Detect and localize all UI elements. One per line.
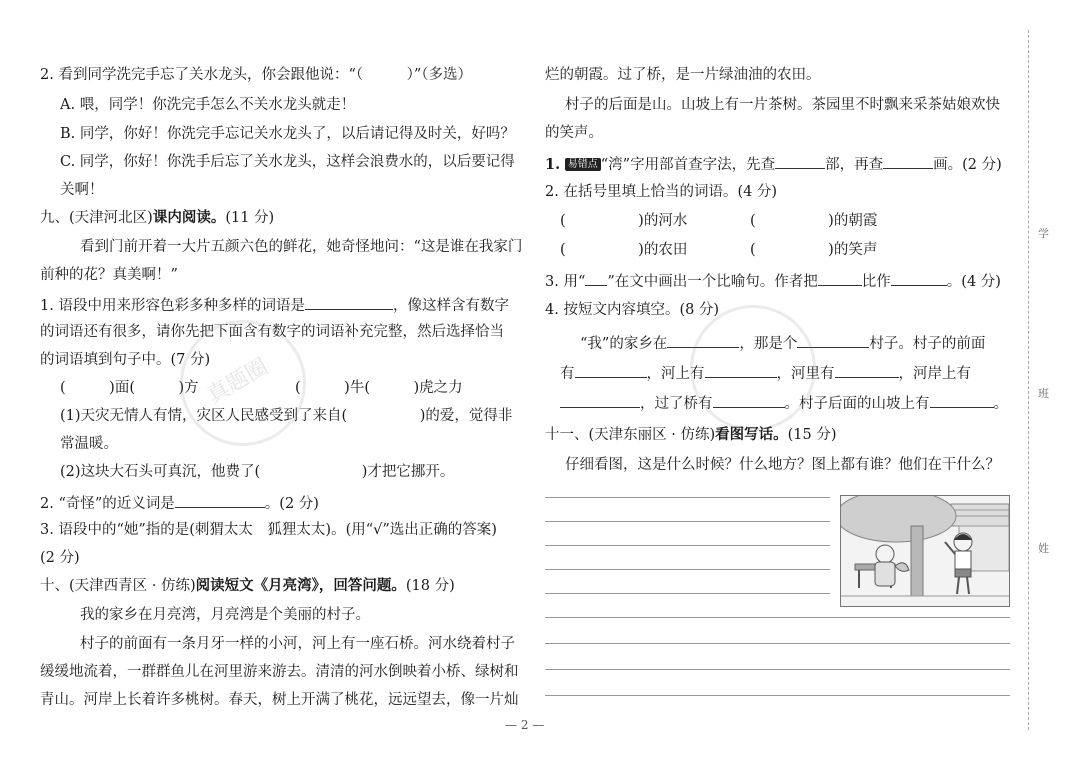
writing-line[interactable] <box>545 593 830 594</box>
idiom-1: ( )面( )方 <box>60 380 199 396</box>
writing-line[interactable] <box>545 643 1010 644</box>
answer-blank[interactable] <box>560 392 640 408</box>
s9-question-1-line2: 的词语还有很多，请你先把下面含有数字的词语补充完整，然后选择恰当 <box>40 324 504 340</box>
idiom-2: ( )牛( )虎之力 <box>295 380 463 396</box>
answer-blank[interactable] <box>585 270 607 286</box>
passage-9-line2: 前种的花？真美啊！” <box>40 267 178 283</box>
writing-line[interactable] <box>545 669 1010 670</box>
margin-label-school: 学 <box>1038 227 1049 240</box>
passage-10-p1: 我的家乡在月亮湾，月亮湾是个美丽的村子。 <box>80 607 370 623</box>
s9-question-3-line2: (2 分) <box>40 550 80 566</box>
passage-10-p3-line1: 村子的后面是山。山坡上有一片茶树。茶园里不时飘来采茶姑娘欢快 <box>565 97 1000 113</box>
s9-question-1-line3: 的词语填到句子中。(7 分) <box>40 352 211 368</box>
q3-text-c: 比作 <box>861 274 891 290</box>
q3-text-d: 。(4 分) <box>946 274 1001 290</box>
q4-text: 有 <box>560 366 575 382</box>
passage-10-p2-line3: 青山。河岸上长着许多桃树。春天，树上开满了桃花，远远望去，像一片灿 <box>40 692 519 708</box>
margin-label-name: 姓 <box>1038 542 1049 555</box>
illustration-boys-under-tree <box>840 495 1010 607</box>
section-11-title <box>545 425 837 445</box>
option-c-line2: 关啊！ <box>60 182 104 198</box>
section-9-score: (11 分) <box>225 210 275 226</box>
passage-10-continued: 烂的朝霞。过了桥，是一片绿油油的农田。 <box>545 67 821 83</box>
section-9-title <box>40 208 274 228</box>
section-9-heading: 课内阅读。 <box>152 209 226 226</box>
passage-10-p2-line1: 村子的前面有一条月牙一样的小河，河上有一座石桥。河水绕着村子 <box>80 636 515 652</box>
answer-blank[interactable] <box>818 270 862 286</box>
writing-line[interactable] <box>545 497 830 498</box>
sentence-1-line2: 常温暖。 <box>60 436 118 452</box>
q4-text: 。 <box>993 396 1008 412</box>
q4-text: ，河岸上有 <box>898 366 971 382</box>
margin-label-class: 班 <box>1038 387 1049 400</box>
section-11-heading: 看图写话。 <box>715 426 788 443</box>
question-2: 2. 看到同学洗完手忘了关水龙头，你会跟他说：“（ ）”（多选） <box>40 67 473 83</box>
section-10-score: (18 分) <box>405 578 455 594</box>
q4-text: ，河里有 <box>776 366 835 382</box>
writing-line[interactable] <box>545 545 830 546</box>
s9-q2-text: 2. “奇怪”的近义词是 <box>40 496 175 512</box>
answer-blank[interactable] <box>305 294 393 310</box>
section-11-source: 十一、(天津东丽区 · 仿练) <box>545 427 716 443</box>
page-number: — 2 — <box>505 718 545 732</box>
watermark-stamp <box>690 305 816 431</box>
q1-text-b: 部，再查 <box>825 157 884 173</box>
option-c-line1: C. 同学，你好！你洗手后忘了关水龙头，这样会浪费水的，以后要记得 <box>60 154 515 170</box>
answer-blank[interactable] <box>575 362 647 378</box>
answer-blank[interactable] <box>775 153 825 169</box>
q1-text-a: “湾”字用部首查字法，先查 <box>600 157 776 173</box>
section-11-score: (15 分) <box>787 427 837 443</box>
section-10-source: 十、(天津西青区 · 仿练) <box>40 578 196 594</box>
s9-question-1-line1 <box>40 294 509 316</box>
s9-q1-text: 1. 语段中用来形容色彩多种多样的词语是 <box>40 298 305 314</box>
watermark-text: 真题圈 <box>202 354 273 409</box>
s9-question-2 <box>40 492 319 514</box>
q4-text: “我”的家乡在 <box>580 336 668 352</box>
answer-blank[interactable] <box>930 392 994 408</box>
answer-blank[interactable] <box>175 492 265 508</box>
s9-q1-text-b: ，像这样含有数字 <box>392 298 509 314</box>
sentence-1-line1: (1)天灾无情人有情，灾区人民感受到了来自( )的爱，觉得非 <box>60 408 513 424</box>
answer-blank[interactable] <box>883 153 933 169</box>
q1-number: 1. <box>545 156 561 173</box>
passage-10-p3-line2: 的笑声。 <box>545 125 603 141</box>
q3-text-a: 3. 用“ <box>545 274 586 290</box>
binding-margin <box>1028 30 1029 730</box>
section-10-heading-b: 回答问题。 <box>333 577 406 594</box>
answer-blank[interactable] <box>891 270 947 286</box>
s10-question-3 <box>545 270 1001 292</box>
writing-line[interactable] <box>545 569 830 570</box>
writing-line[interactable] <box>545 695 1010 696</box>
section-10-title <box>40 576 455 596</box>
section-10-heading: 阅读短文《月亮湾》， <box>195 577 334 594</box>
q3-text-b: ”在文中画出一个比喻句。作者把 <box>607 274 818 290</box>
passage-10-p2-line2: 缓缓地流着，一群群鱼儿在河里游来游去。清清的河水倒映着小桥、绿树和 <box>40 664 519 680</box>
s10-question-4: 4. 按短文内容填空。(8 分) <box>545 302 720 318</box>
q1-text-c: 画。(2 分) <box>933 157 1002 173</box>
q4-text: ，过了桥有 <box>640 396 713 412</box>
illustration-svg <box>841 496 1009 606</box>
section-11-prompt: 仔细看图，这是什么时候？什么地方？图上都有谁？他们在干什么？ <box>565 457 1000 473</box>
fill-1: ( )的河水 <box>560 213 688 229</box>
section-9-source: 九、(天津河北区) <box>40 210 153 226</box>
option-b: B. 同学，你好！你洗完手忘记关水龙头了，以后请记得及时关，好吗？ <box>60 126 515 142</box>
q4-text: ，河上有 <box>646 366 705 382</box>
passage-9-line1: 看到门前开着一大片五颜六色的鲜花，她奇怪地问：“这是谁在我家门 <box>80 239 523 255</box>
sentence-2: (2)这块大石头可真沉，他费了( )才把它挪开。 <box>60 464 455 480</box>
fill-4: ( )的笑声 <box>750 242 878 258</box>
answer-blank[interactable] <box>835 362 899 378</box>
q4-text: ，那是个 <box>739 336 798 352</box>
q4-text: 村子。村子的前面 <box>869 336 986 352</box>
s10-question-2: 2. 在括号里填上恰当的词语。(4 分) <box>545 184 778 200</box>
q4-text: 。村子后面的山坡上有 <box>784 396 930 412</box>
error-prone-badge: 易错点 <box>565 158 601 171</box>
option-a: A. 喂，同学！你洗完手怎么不关水龙头就走！ <box>60 97 356 113</box>
s9-q2-score: 。(2 分) <box>264 496 319 512</box>
fill-3: ( )的农田 <box>560 242 688 258</box>
fill-2: ( )的朝霞 <box>750 213 878 229</box>
writing-line[interactable] <box>545 521 830 522</box>
s9-question-3-line1: 3. 语段中的“她”指的是(刺猬太太 狐狸太太)。(用“√”选出正确的答案) <box>40 522 497 538</box>
s10-question-1 <box>545 153 1002 175</box>
writing-line[interactable] <box>545 617 1010 618</box>
